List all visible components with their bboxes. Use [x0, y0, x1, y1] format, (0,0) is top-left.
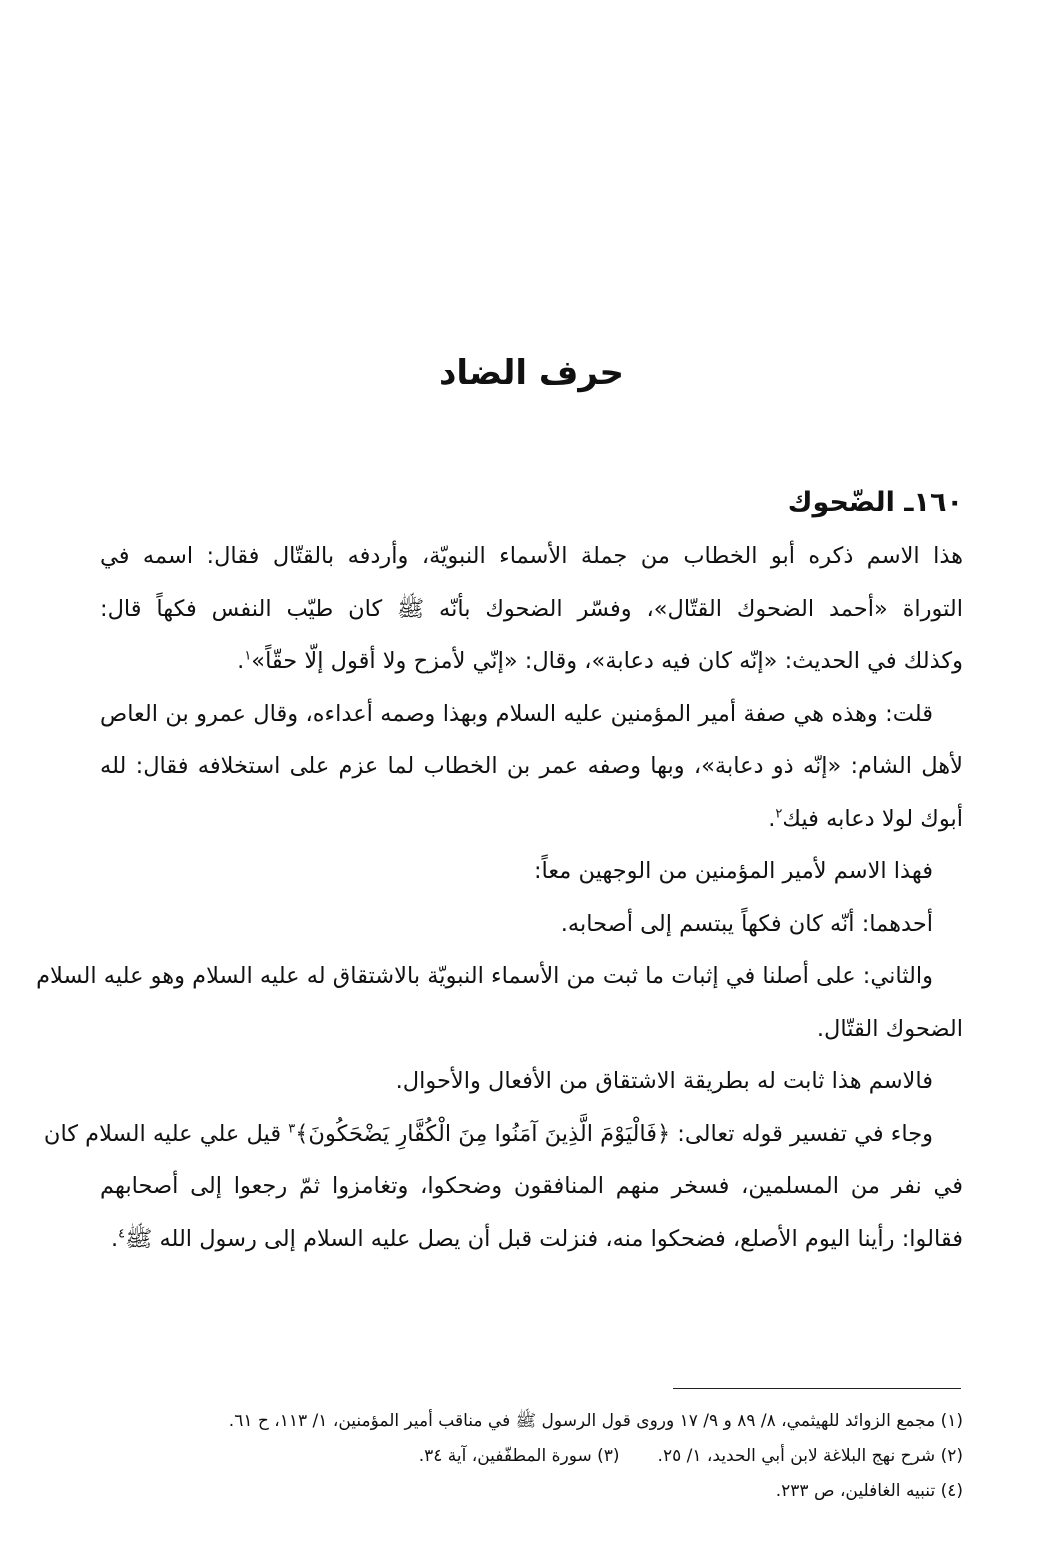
- quran-verse: ﴿فَالْيَوْمَ الَّذِينَ آمَنُوا مِنَ الْكُفَّارِ يَضْحَكُونَ﴾: [295, 1120, 671, 1147]
- paragraph-text: أبوك لولا دعابه فيك: [782, 805, 963, 832]
- paragraph-line: وكذلك في الحديث: «إنّه كان فيه دعابة»، وقال: «إنّي لأمزح ولا أقول إلّا حقّاً»$^١$.: [237, 648, 963, 674]
- chapter-title: حرف الضاد: [438, 353, 625, 393]
- paragraph-line: أحدهما: أنّه كان فكهاً يبتسم إلى أصحابه.: [560, 910, 933, 937]
- paragraph-text: فقالوا: رأينا اليوم الأصلع، فضحكوا منه، فنزلت قبل أن يصل عليه السلام إلى رسول الله ﷺ: [125, 1225, 963, 1252]
- footnote-ref: ٣: [288, 1121, 296, 1136]
- entry-title: ١٦٠ـ الضّحوك: [787, 487, 963, 518]
- paragraph-line: فالاسم هذا ثابت له بطريقة الاشتقاق من الأفعال والأحوال.: [395, 1068, 933, 1094]
- footnote: (١) مجمع الزوائد للهيثمي، ٨/ ٨٩ و ٩/ ١٧ وروى قول الرسول ﷺ في مناقب أمير المؤمنين، ١/ ١١٣، ح ٦١.: [228, 1411, 963, 1431]
- paragraph-line: فقالوا: رأينا اليوم الأصلع، فضحكوا منه، فنزلت قبل أن يصل عليه السلام إلى رسول الله ﷺ$^٤$.: [110, 1225, 963, 1252]
- footnote: (٢) شرح نهج البلاغة لابن أبي الحديد، ١/ ٢٥.: [657, 1446, 963, 1466]
- paragraph-line: قلت: وهذه هي صفة أمير المؤمنين عليه السلام وبهذا وصمه أعداءه، وقال عمرو بن العاص: [100, 700, 933, 727]
- paragraph-line: هذا الاسم ذكره أبو الخطاب من جملة الأسماء النبويّة، وأردفه بالقتّال فقال: اسمه في: [100, 543, 963, 569]
- footnote: (٣) سورة المطفّفين، آية ٣٤.: [418, 1446, 620, 1466]
- footnotes: [96, 1404, 963, 1509]
- paragraph-line: والثاني: على أصلنا في إثبات ما ثبت من الأسماء النبويّة بالاشتقاق له عليه السلام وهو عليه السلام: [36, 963, 933, 989]
- paragraph-line: الضحوك القتّال.: [816, 1015, 963, 1042]
- paragraph-text: وكذلك في الحديث: «إنّه كان فيه دعابة»، وقال: «إنّي لأمزح ولا أقول إلّا حقّاً»: [251, 648, 963, 674]
- paragraph-text: وجاء في تفسير قوله تعالى:: [670, 1120, 933, 1147]
- footnote-ref: ٢: [775, 806, 783, 821]
- footnote-ref: ٤: [118, 1226, 126, 1241]
- paragraph-line: في نفر من المسلمين، فسخر منهم المنافقون وضحكوا، وتغامزوا ثمّ رجعوا إلى أصحابهم: [100, 1173, 963, 1199]
- footnote: (٤) تنبيه الغافلين، ص ٢٣٣.: [775, 1481, 963, 1501]
- paragraph-line: [43, 1108, 963, 1161]
- paragraph-line: فهذا الاسم لأمير المؤمنين من الوجهين معاً:: [533, 858, 933, 884]
- main-text: [36, 476, 963, 1265]
- paragraph-line: التوراة «أحمد الضحوك القتّال»، وفسّر الضحوك بأنّه ﷺ كان طيّب النفس فكهاً قال:: [100, 595, 963, 622]
- footnote-row: [96, 1439, 963, 1474]
- paragraph-text: قيل علي عليه السلام كان: [43, 1120, 289, 1147]
- paragraph-line: لأهل الشام: «إنّه ذو دعابة»، وبها وصفه عمر بن الخطاب لما عزم على استخلافه فقال: لله: [100, 753, 963, 779]
- footnote-divider: [673, 1388, 961, 1389]
- paragraph-line: أبوك لولا دعابه فيك$^٢$.: [768, 805, 963, 832]
- footnote-ref: ١: [244, 648, 252, 664]
